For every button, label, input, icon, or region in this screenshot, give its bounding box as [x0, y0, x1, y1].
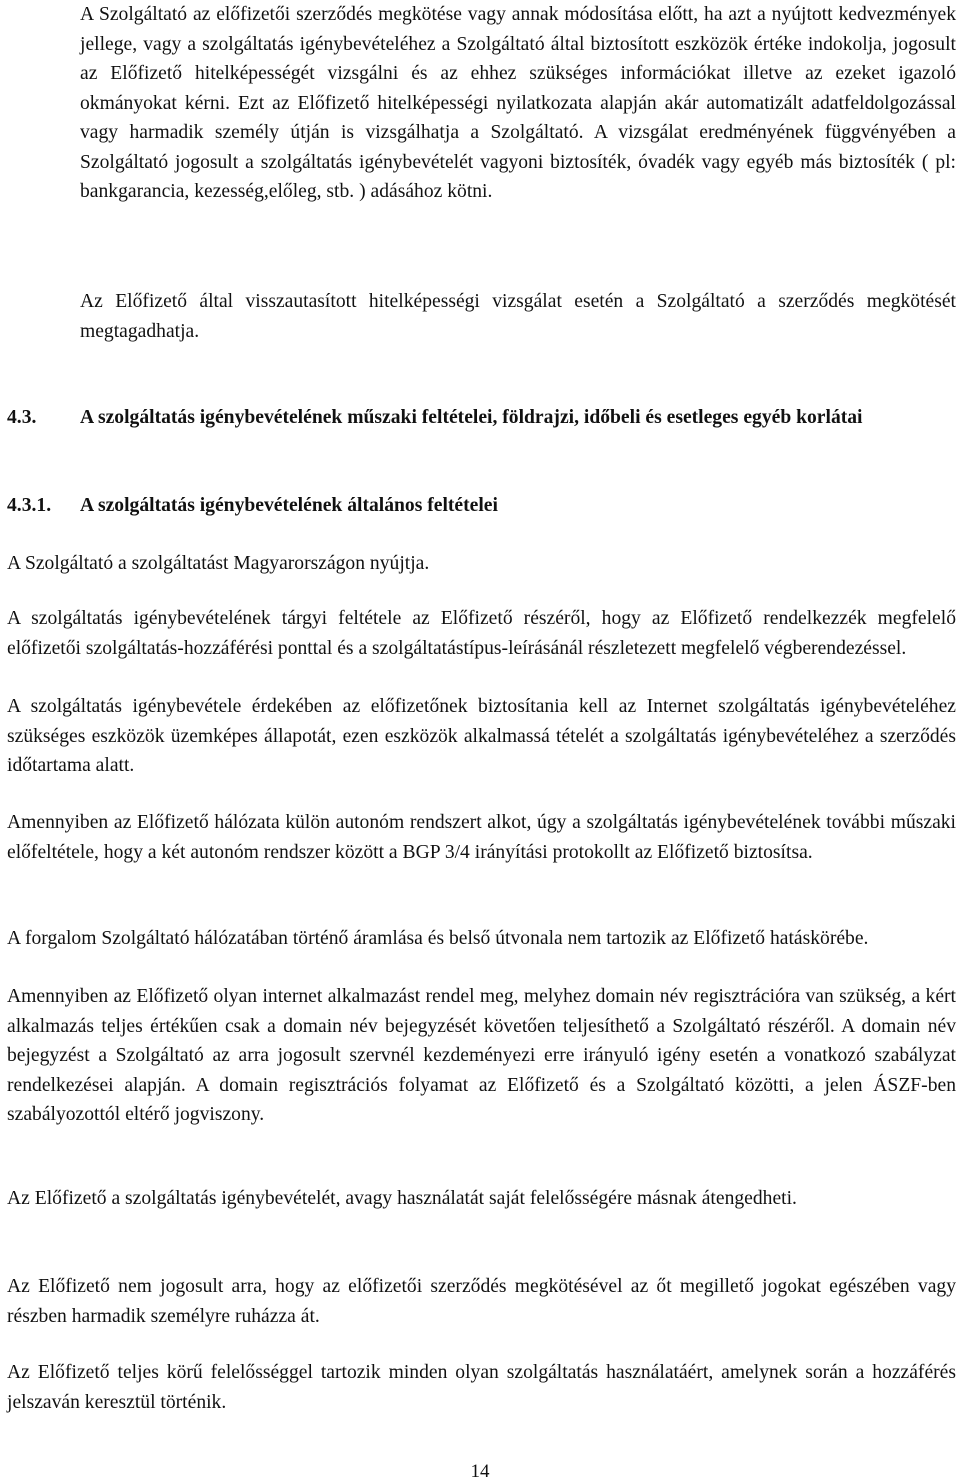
section-title: A szolgáltatás igénybevételének műszaki feltételei, földrajzi, időbeli és esetleges egyéb korlátai: [80, 407, 863, 428]
paragraph-credit-check-refusal: Az Előfizető által visszautasított hitelképességi vizsgálat esetén a Szolgáltató a szerződés megkötését megtagadhatja.: [80, 291, 956, 342]
paragraph-domain-registration: Amennyiben az Előfizető olyan internet alkalmazást rendel meg, melyhez domain név regisztrációra van szükség, a kért alkalmazás teljes értékűen csak a domain név bejegyzését követően teljesíthető a Szolgáltató részéről. A domain név bejegyzést a Szolgáltató az arra jogosult szervnél kezdeményezi erre irányuló igény esetén a vonatkozó szabályzat rendelkezései alapján. A domain regisztrációs folyamat az Előfizető és a Szolgáltató közötti, a jelen ÁSZF-ben szabályozottól eltérő jogviszony.: [7, 986, 956, 1125]
paragraph-service-territory: A Szolgáltató a szolgáltatást Magyarországon nyújtja.: [7, 553, 430, 574]
section-number: 4.3.1.: [7, 495, 52, 516]
paragraph-password-liability: Az Előfizető teljes körű felelősséggel tartozik minden olyan szolgáltatás használatáért, amelynek során a hozzáférés jelszaván keresztül történik.: [7, 1362, 956, 1413]
paragraph-rights-transfer: Az Előfizető nem jogosult arra, hogy az előfizetői szerződés megkötésével az őt megillető jogokat egészében vagy részben harmadik személyre ruházza át.: [7, 1276, 956, 1327]
paragraph-traffic-routing: A forgalom Szolgáltató hálózatában történő áramlása és belső útvonala nem tartozik az Előfizető hatáskörébe.: [7, 928, 869, 949]
section-heading-4-3-1: [7, 491, 956, 521]
paragraph-service-transfer: Az Előfizető a szolgáltatás igénybevételét, avagy használatát saját felelősségére másnak átengedheti.: [7, 1188, 797, 1209]
page-number: 14: [470, 1461, 490, 1482]
section-number: 4.3.: [7, 407, 37, 428]
paragraph-equipment-requirement: A szolgáltatás igénybevétele érdekében az előfizetőnek biztosítania kell az Internet szolgáltatás igénybevételéhez szükséges eszközök üzemképes állapotát, ezen eszközök alkalmassá tételét a szolgáltatás igénybevételéhez a szerződés időtartama alatt.: [7, 696, 956, 776]
section-heading-4-3: [7, 403, 956, 463]
paragraph-access-point-requirement: A szolgáltatás igénybevételének tárgyi feltétele az Előfizető részéről, hogy az Előfizető rendelkezzék megfelelő előfizetői szolgáltatás-hozzáférési ponttal és a szolgáltatástípus-leírásánál részletezett megfelelő végberendezéssel.: [7, 608, 956, 659]
paragraph-credit-check: A Szolgáltató az előfizetői szerződés megkötése vagy annak módosítása előtt, ha azt a nyújtott kedvezmények jellege, vagy a szolgáltatás igénybevételéhez a Szolgáltató által biztosított eszközök értéke indokolja, jogosult az Előfizető hitelképességét vizsgálni és az ehhez szükséges információkat illetve az ezeket igazoló okmányokat kérni. Ezt az Előfizető hitelképességi nyilatkozata alapján akár automatizált adatfeldolgozással vagy harmadik személy útján is vizsgálhatja a Szolgáltató. A vizsgálat eredményének függvényében a Szolgáltató jogosult a szolgáltatás igénybevételét vagyoni biztosíték, óvadék vagy egyéb más biztosíték ( pl: bankgarancia, kezesség,előleg, stb. ) adásához kötni.: [80, 4, 956, 202]
section-title: A szolgáltatás igénybevételének általános feltételei: [80, 495, 498, 516]
paragraph-bgp-requirement: Amennyiben az Előfizető hálózata külön autonóm rendszert alkot, úgy a szolgáltatás igénybevételének további műszaki előfeltétele, hogy a két autonóm rendszer között a BGP 3/4 irányítási protokollt az Előfizető biztosítsa.: [7, 812, 956, 863]
